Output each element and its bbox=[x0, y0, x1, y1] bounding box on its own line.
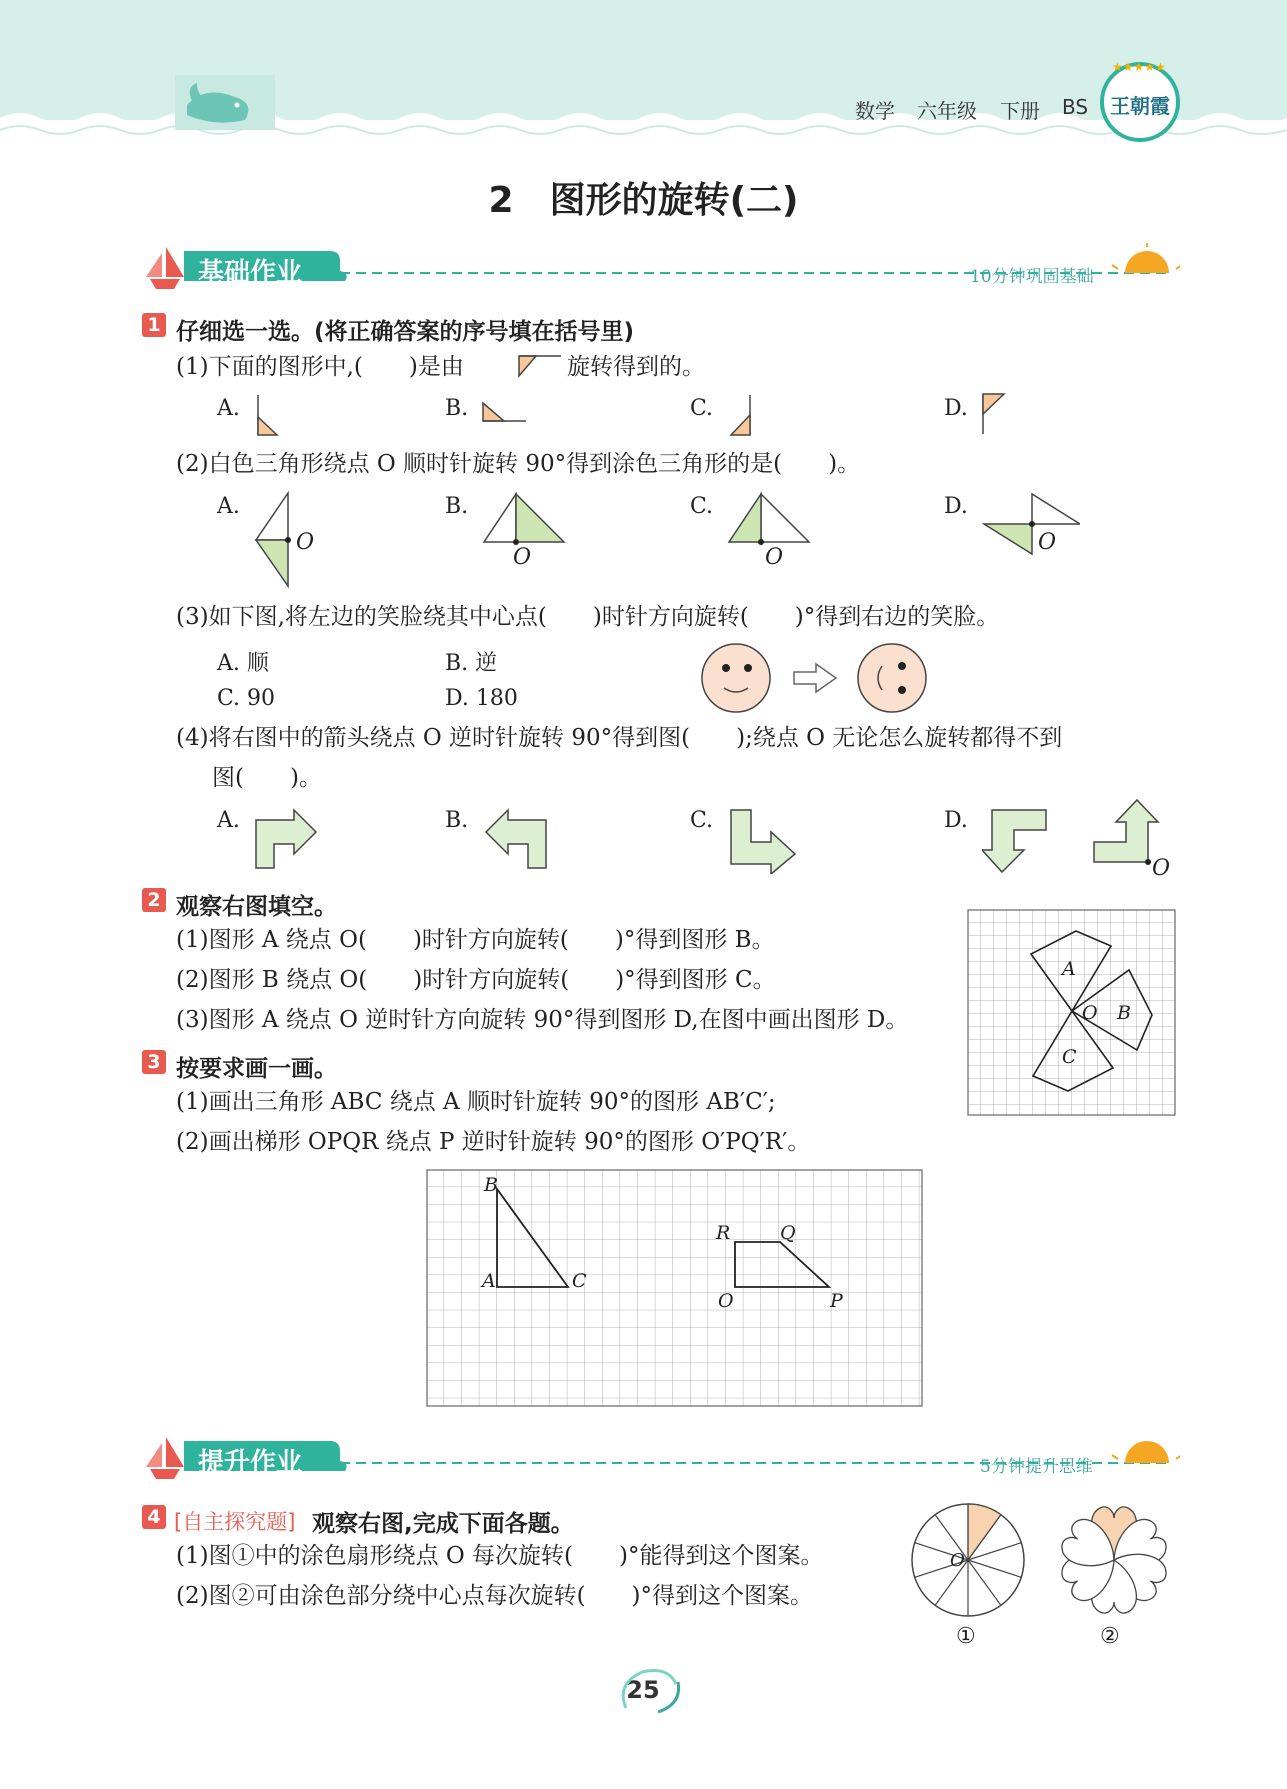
q1-4-option-c: C. bbox=[690, 808, 714, 833]
page-number-swirl bbox=[612, 1664, 684, 1716]
q2-heading: 观察右图填空。 bbox=[176, 894, 337, 920]
q1-2-shape-b bbox=[480, 490, 570, 550]
q2-line-3: (3)图形 A 绕点 O 逆时针方向旋转 90°得到图形 D,在图中画出图形 D。 bbox=[176, 1007, 909, 1033]
q2-label-a: A bbox=[1062, 958, 1076, 980]
q1-1-shape-b bbox=[480, 393, 530, 425]
header-subject: 数学 bbox=[855, 99, 895, 123]
q1-2-shape-d bbox=[980, 490, 1080, 560]
q1-4-arrow-d bbox=[982, 806, 1052, 876]
q4-line-2: (2)图②可由涂色部分绕中心点每次旋转( )°得到这个图案。 bbox=[176, 1583, 814, 1609]
q1-3-option-a: A. 顺 bbox=[217, 651, 269, 676]
q1-2-option-a: A. bbox=[217, 494, 240, 519]
q1-3-option-d: D. 180 bbox=[445, 686, 518, 711]
brand-logo bbox=[1100, 62, 1180, 142]
q1-2-option-c: C. bbox=[690, 494, 714, 519]
q1-2-text: (2)白色三角形绕点 O 顺时针旋转 90°得到涂色三角形的是( )。 bbox=[176, 451, 861, 477]
q1-1-option-d: D. bbox=[944, 396, 968, 421]
q1-3-smiley-figure bbox=[698, 640, 930, 716]
q3-number: 3 bbox=[142, 1050, 166, 1074]
q1-2-option-d: D. bbox=[944, 494, 968, 519]
q4-figure-1-label: ① bbox=[956, 1624, 976, 1649]
q3-label-a: A bbox=[482, 1270, 496, 1292]
q1-4-text-2: 图( )。 bbox=[212, 765, 322, 791]
q4-figure-2-label: ② bbox=[1100, 1624, 1120, 1649]
q4-figure-2-flower bbox=[1052, 1500, 1176, 1620]
q1-4-arrow-c bbox=[727, 806, 799, 874]
q1-4-point-o: O bbox=[1152, 856, 1171, 881]
q2-line-1: (1)图形 A 绕点 O( )时针方向旋转( )°得到图形 B。 bbox=[176, 927, 775, 953]
q1-2-point-c: O bbox=[765, 545, 784, 570]
q1-2-point-a: O bbox=[296, 530, 315, 555]
q2-label-o: O bbox=[1082, 1002, 1098, 1024]
q4-figure-1-circle bbox=[908, 1500, 1028, 1620]
q3-label-q: Q bbox=[780, 1222, 796, 1244]
q1-1-option-b: B. bbox=[445, 396, 469, 421]
q1-2-option-b: B. bbox=[445, 494, 469, 519]
section1-right: 10分钟巩固基础 bbox=[970, 267, 1094, 287]
q2-label-c: C bbox=[1062, 1046, 1077, 1068]
header-grade: 六年级 bbox=[917, 99, 977, 123]
q1-1-option-a: A. bbox=[217, 396, 240, 421]
q1-1-text-b: 旋转得到的。 bbox=[567, 354, 705, 380]
section2-label: 提升作业 bbox=[198, 1448, 303, 1478]
q1-3-option-b: B. 逆 bbox=[445, 651, 498, 676]
q1-3-option-c: C. 90 bbox=[217, 686, 276, 711]
q1-4-option-b: B. bbox=[445, 808, 469, 833]
q3-label-b: B bbox=[484, 1174, 498, 1196]
q1-number: 1 bbox=[142, 313, 166, 337]
q1-4-option-d: D. bbox=[944, 808, 968, 833]
q3-label-p: P bbox=[830, 1290, 843, 1312]
q1-4-option-a: A. bbox=[217, 808, 240, 833]
q3-line-2: (2)画出梯形 OPQR 绕点 P 逆时针旋转 90°的图形 O′PQ′R′。 bbox=[176, 1129, 811, 1155]
q4-heading: 观察右图,完成下面各题。 bbox=[312, 1511, 574, 1537]
logo-stars: ★★★★★ bbox=[1112, 60, 1166, 74]
q2-label-b: B bbox=[1117, 1002, 1131, 1024]
q1-4-arrow-b bbox=[482, 806, 552, 872]
q3-heading: 按要求画一画。 bbox=[176, 1056, 337, 1082]
q1-1-reference-shape bbox=[516, 352, 564, 380]
whale-icon bbox=[175, 75, 275, 130]
q3-label-r: R bbox=[716, 1222, 731, 1244]
q2-number: 2 bbox=[142, 888, 166, 912]
q4-line-1: (1)图①中的涂色扇形绕点 O 每次旋转( )°能得到这个图案。 bbox=[176, 1543, 824, 1569]
q3-line-1: (1)画出三角形 ABC 绕点 A 顺时针旋转 90°的图形 AB′C′; bbox=[176, 1089, 776, 1115]
q1-2-point-b: O bbox=[513, 545, 532, 570]
q1-4-text-1: (4)将右图中的箭头绕点 O 逆时针旋转 90°得到图( );绕点 O 无论怎么旋转都得不到 bbox=[176, 725, 1063, 751]
page-title: 2 图形的旋转(二) bbox=[488, 180, 799, 221]
q4-tag: [自主探究题] bbox=[174, 1510, 296, 1534]
q1-1-text-a: (1)下面的图形中,( )是由 bbox=[176, 354, 464, 380]
brand-logo-text: 王朝霞 bbox=[1110, 94, 1170, 118]
q4-number: 4 bbox=[142, 1505, 166, 1529]
section1-label: 基础作业 bbox=[198, 258, 303, 288]
q2-grid-figure bbox=[967, 909, 1177, 1117]
q2-line-2: (2)图形 B 绕点 O( )时针方向旋转( )°得到图形 C。 bbox=[176, 967, 776, 993]
section2-right: 5分钟提升思维 bbox=[980, 1457, 1093, 1477]
q1-1-shape-c bbox=[725, 393, 755, 439]
q4-point-o: O bbox=[950, 1550, 965, 1571]
q1-4-reference-arrow bbox=[1090, 796, 1160, 866]
q1-1-shape-a bbox=[255, 393, 285, 439]
q1-2-shape-c bbox=[725, 490, 815, 550]
q3-grid-figure bbox=[426, 1169, 926, 1409]
q1-4-arrow-a bbox=[252, 806, 322, 872]
header-volume: 下册 bbox=[1000, 99, 1040, 123]
q1-3-text: (3)如下图,将左边的笑脸绕其中心点( )时针方向旋转( )°得到右边的笑脸。 bbox=[176, 604, 1000, 630]
q1-heading: 仔细选一选。(将正确答案的序号填在括号里) bbox=[176, 319, 635, 345]
q3-label-c: C bbox=[572, 1270, 587, 1292]
q1-2-point-d: O bbox=[1038, 530, 1057, 555]
q1-1-shape-d bbox=[978, 390, 1008, 438]
q3-label-o: O bbox=[718, 1290, 734, 1312]
header-edition: BS bbox=[1062, 95, 1089, 119]
q1-1-option-c: C. bbox=[690, 396, 714, 421]
page-number: 25 bbox=[626, 1676, 660, 1704]
